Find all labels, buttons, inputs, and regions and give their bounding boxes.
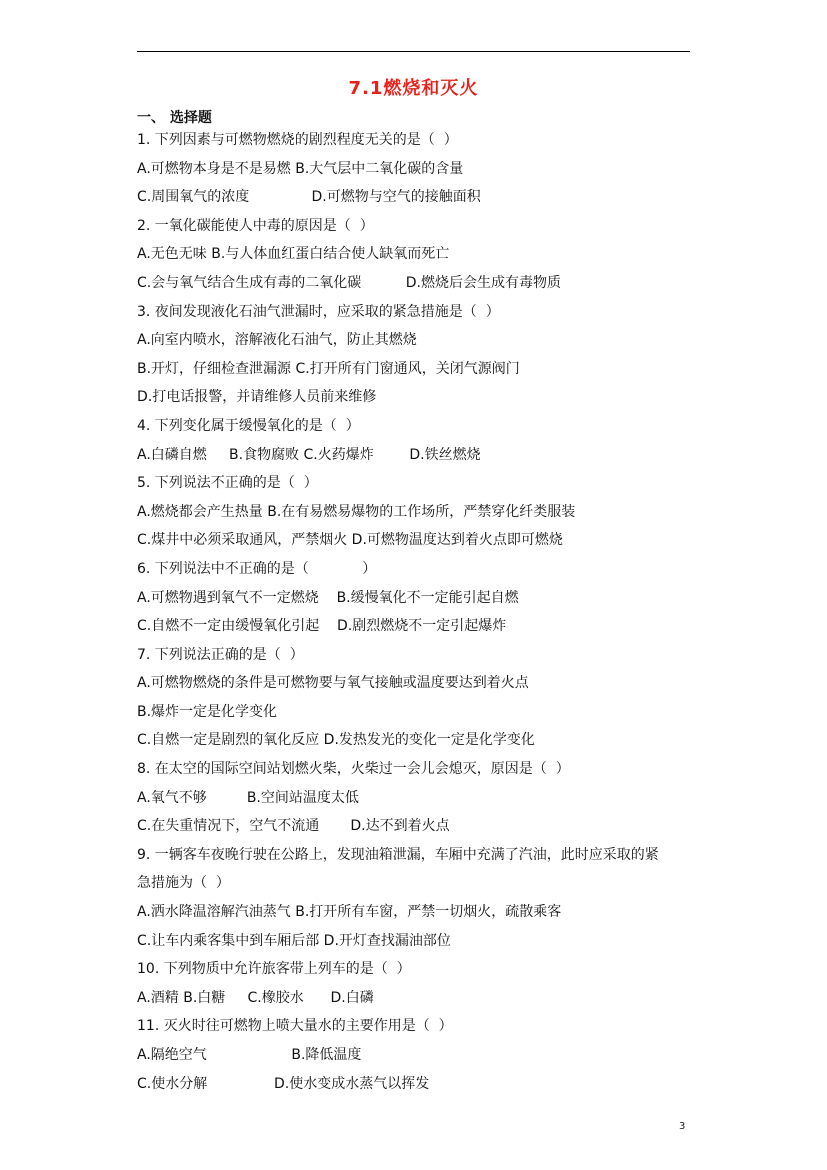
text-line: D.打电话报警，并请维修人员前来维修 [137, 389, 377, 406]
text-line: 8. 在太空的国际空间站划燃火柴，火柴过一会儿会熄灭，原因是（ ） [137, 761, 570, 778]
header-rule [137, 51, 690, 52]
text-line: A.酒精 B.白糖 C.橡胶水 D.白磷 [137, 989, 374, 1006]
text-line: 急措施为（ ） [137, 875, 230, 892]
text-line: A.氧气不够 B.空间站温度太低 [137, 789, 359, 806]
text-line: B.爆炸一定是化学变化 [137, 703, 278, 720]
page-title: 7.1燃烧和灭火 [348, 78, 479, 99]
text-line: C.会与氧气结合生成有毒的二氧化碳 D.燃烧后会生成有毒物质 [137, 274, 561, 291]
text-line: 2. 一氧化碳能使人中毒的原因是（ ） [137, 217, 374, 234]
text-line: 10. 下列物质中允许旅客带上列车的是（ ） [137, 961, 411, 978]
text-line: C.让车内乘客集中到车厢后部 D.开灯查找漏油部位 [137, 932, 451, 949]
text-line: A.洒水降温溶解汽油蒸气 B.打开所有车窗，严禁一切烟火，疏散乘客 [137, 904, 562, 921]
text-line: 1. 下列因素与可燃物燃烧的剧烈程度无关的是（ ） [137, 132, 458, 148]
text-line: C.自燃一定是剧烈的氧化反应 D.发热发光的变化一定是化学变化 [137, 732, 535, 749]
text-line: A.隔绝空气 B.降低温度 [137, 1047, 362, 1063]
question-list [137, 126, 697, 1098]
page-number: 3 [679, 1121, 686, 1132]
text-line: C.使水分解 D.使水变成水蒸气以挥发 [137, 1075, 430, 1092]
section-heading: 一、 选择题 [137, 110, 212, 126]
text-line: 3. 夜间发现液化石油气泄漏时，应采取的紧急措施是（ ） [137, 303, 500, 320]
text-line: A.向室内喷水，溶解液化石油气，防止其燃烧 [137, 332, 417, 349]
text-line: 11. 灭火时往可燃物上喷大量水的主要作用是（ ） [137, 1018, 453, 1035]
text-line: C.周围氧气的浓度 D.可燃物与空气的接触面积 [137, 189, 481, 206]
text-line: 5. 下列说法不正确的是（ ） [137, 475, 318, 492]
text-line: C.在失重情况下，空气不流通 D.达不到着火点 [137, 818, 450, 835]
text-line: C.自燃不一定由缓慢氧化引起 D.剧烈燃烧不一定引起爆炸 [137, 618, 507, 635]
text-line: 6. 下列说法中不正确的是（ ） [137, 560, 377, 577]
text-line: A.无色无味 B.与人体血红蛋白结合使人缺氧而死亡 [137, 246, 450, 263]
text-line: B.开灯，仔细检查泄漏源 C.打开所有门窗通风，关闭气源阀门 [137, 360, 520, 377]
text-line: A.可燃物本身是不是易燃 B.大气层中二氧化碳的含量 [137, 160, 464, 177]
text-line: C.煤井中必须采取通风，严禁烟火 D.可燃物温度达到着火点即可燃烧 [137, 532, 563, 549]
text-line: A.可燃物遇到氧气不一定燃烧 B.缓慢氧化不一定能引起自燃 [137, 589, 519, 606]
text-line: A.燃烧都会产生热量 B.在有易燃易爆物的工作场所，严禁穿化纤类服装 [137, 503, 576, 520]
text-line: A.可燃物燃烧的条件是可燃物要与氧气接触或温度要达到着火点 [137, 675, 529, 692]
text-line: 7. 下列说法正确的是（ ） [137, 646, 304, 663]
text-line: A.白磷自燃 B.食物腐败 C.火药爆炸 D.铁丝燃烧 [137, 446, 481, 463]
text-line: 9. 一辆客车夜晚行驶在公路上，发现油箱泄漏，车厢中充满了汽油，此时应采取的紧 [137, 846, 659, 863]
text-line: 4. 下列变化属于缓慢氧化的是（ ） [137, 417, 360, 434]
